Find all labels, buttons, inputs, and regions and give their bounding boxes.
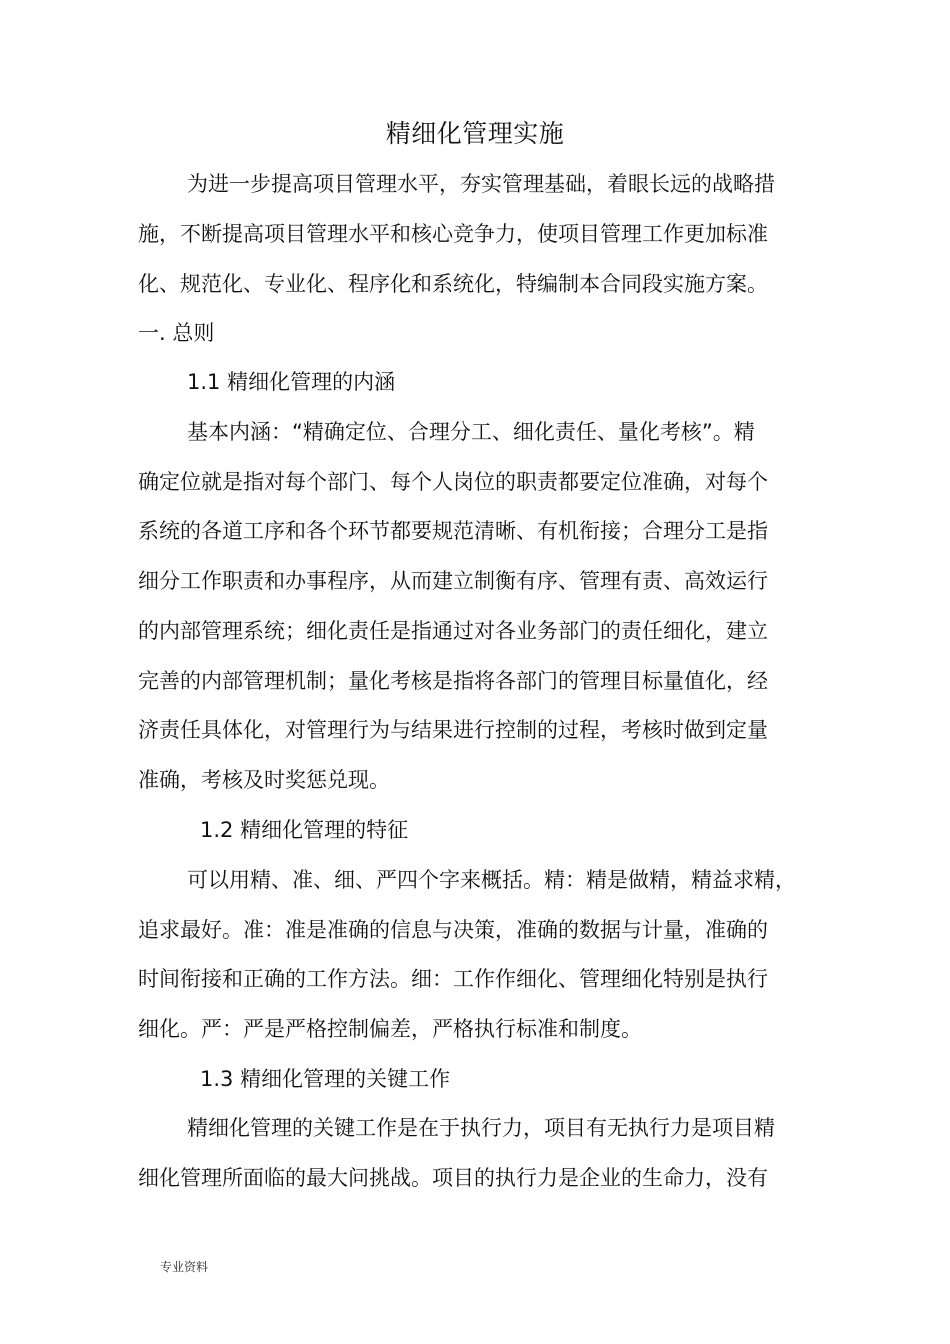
paragraph-line: 时间衔接和正确的工作方法。细：工作作细化、管理细化特别是执行 (138, 967, 768, 991)
subsection-heading: 1.2 精细化管理的特征 (200, 818, 409, 842)
paragraph-line: 施，不断提高项目管理水平和核心竞争力，使项目管理工作更加标准 (138, 222, 768, 246)
paragraph-line: 济责任具体化，对管理行为与结果进行控制的过程，考核时做到定量 (138, 718, 768, 742)
paragraph-line: 可以用精、准、细、严四个字来概括。精：精是做精，精益求精， (187, 868, 796, 892)
subsection-heading: 1.3 精细化管理的关键工作 (200, 1067, 451, 1091)
section-heading: 一. 总则 (138, 321, 215, 345)
paragraph-line: 确定位就是指对每个部门、每个人岗位的职责都要定位准确，对每个 (138, 470, 768, 494)
paragraph-line: 基本内涵：“精确定位、合理分工、细化责任、量化考核”。精 (187, 420, 755, 444)
document-title: 精细化管理实施 (385, 119, 565, 148)
paragraph-line: 追求最好。准：准是准确的信息与决策，准确的数据与计量，准确的 (138, 918, 768, 942)
paragraph-line: 化、规范化、专业化、程序化和系统化，特编制本合同段实施方案。 (138, 272, 768, 296)
paragraph-line: 细化。严：严是严格控制偏差，严格执行标准和制度。 (138, 1017, 642, 1041)
paragraph-line: 准确，考核及时奖惩兑现。 (138, 768, 390, 792)
paragraph-line: 完善的内部管理机制；量化考核是指将各部门的管理目标量值化，经 (138, 669, 768, 693)
paragraph-line: 细化管理所面临的最大问挑战。项目的执行力是企业的生命力，没有 (138, 1166, 768, 1190)
paragraph-line: 精细化管理的关键工作是在于执行力，项目有无执行力是项目精 (187, 1116, 775, 1140)
subsection-heading: 1.1 精细化管理的内涵 (187, 370, 396, 394)
paragraph-line: 系统的各道工序和各个环节都要规范清晰、有机衔接；合理分工是指 (138, 519, 768, 543)
paragraph-line: 为进一步提高项目管理水平，夯实管理基础，着眼长远的战略措 (187, 172, 775, 196)
footer-label: 专业资料 (160, 1260, 209, 1274)
paragraph-line: 的内部管理系统；细化责任是指通过对各业务部门的责任细化，建立 (138, 619, 768, 643)
paragraph-line: 细分工作职责和办事程序，从而建立制衡有序、管理有责、高效运行 (138, 569, 768, 593)
